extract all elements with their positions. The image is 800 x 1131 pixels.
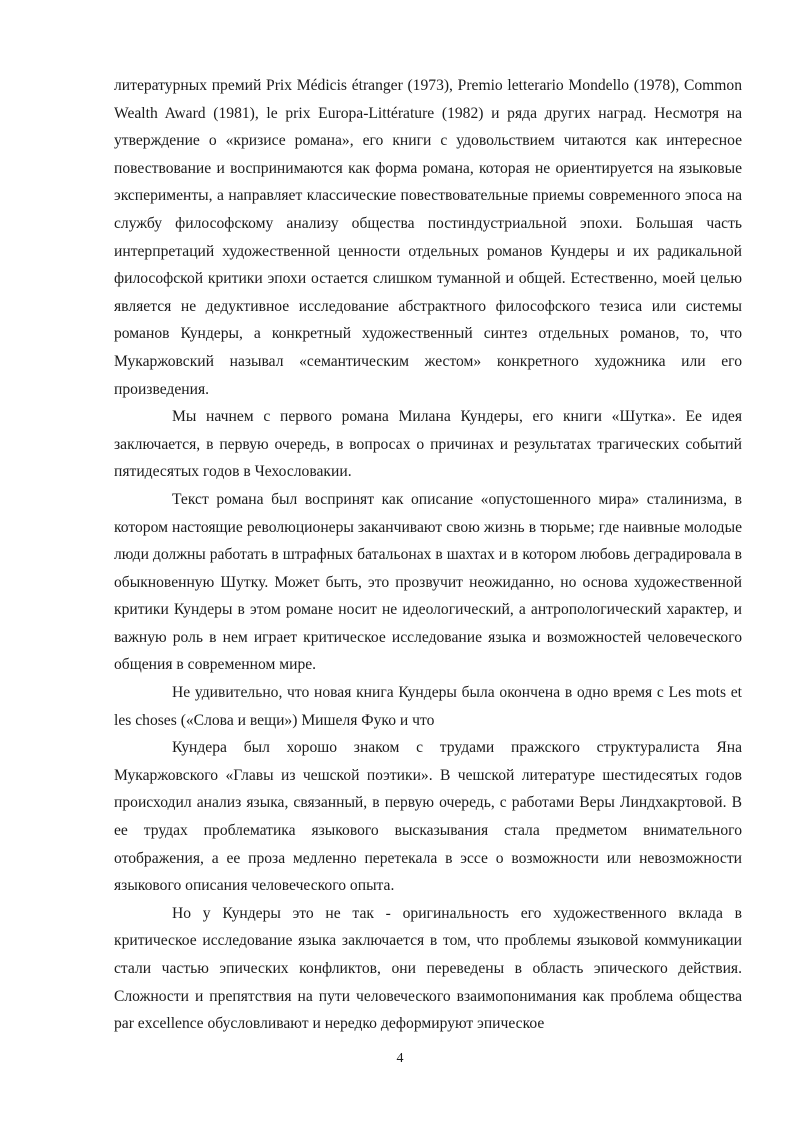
page-body <box>114 72 742 1038</box>
paragraph-5: Кундера был хорошо знаком с трудами пражского структуралиста Яна Мукаржовского «Главы из чешской поэтики». В чешской литературе шестидесятых годов происходил анализ языка, связанный, в первую очередь, с работами Веры Линдхакртовой. В ее трудах проблематика языкового высказывания стала предметом внимательного отображения, а ее проза медленно перетекала в эссе о возможности или невозможности языкового описания человеческого опыта. <box>114 739 742 895</box>
paragraph-6: Но у Кундеры это не так - оригинальность его художественного вклада в критическое исследование языка заключается в том, что проблемы языковой коммуникации стали частью эпических конфликтов, они переведены в область эпического действия. Сложности и препятствия на пути человеческого взаимопонимания как проблема общества par excellence обусловливают и нередко деформируют эпическое <box>114 904 742 1033</box>
paragraph-4: Не удивительно, что новая книга Кундеры была окончена в одно время с Les mots et les choses («Слова и вещи») Мишеля Фуко и что <box>114 684 742 729</box>
paragraph-2: Мы начнем с первого романа Милана Кундеры, его книги «Шутка». Ее идея заключается, в первую очередь, в вопросах о причинах и результатах трагических событий пятидесятых годов в Чехословакии. <box>114 408 742 481</box>
page-number: 4 <box>396 1051 404 1066</box>
paragraph-1: литературных премий Prix Médicis étranger (1973), Premio letterario Mondello (1978), Common Wealth Award (1981), le prix Europa-Littérature (1982) и ряда других наград. Несмотря на утверждение о «кризисе романа», его книги с удовольствием читаются как интересное повествование и воспринимаются как форма романа, которая не ориентируется на языковые эксперименты, а направляет классические повествовательные приемы современного эпоса на службу философскому анализу общества постиндустриальной эпохи. Большая часть интерпретаций художественной ценности отдельных романов Кундеры и их радикальной философской критики эпохи остается слишком туманной и общей. Естественно, моей целью является не дедуктивное исследование абстрактного философского тезиса или системы романов Кундеры, а конкретный художественный синтез отдельных романов, то, что Мукаржовский называл «семантическим жестом» конкретного художника или его произведения. <box>114 77 742 398</box>
paragraph-3: Текст романа был воспринят как описание «опустошенного мира» сталинизма, в котором настоящие революционеры заканчивают свою жизнь в тюрьме; где наивные молодые люди должны работать в штрафных батальонах в шахтах и в котором любовь деградировала в обыкновенную Шутку. Может быть, это прозвучит неожиданно, но основа художественной критики Кундеры в этом романе носит не идеологический, а антропологический характер, и важную роль в нем играет критическое исследование языка и возможностей человеческого общения в современном мире. <box>114 490 742 674</box>
